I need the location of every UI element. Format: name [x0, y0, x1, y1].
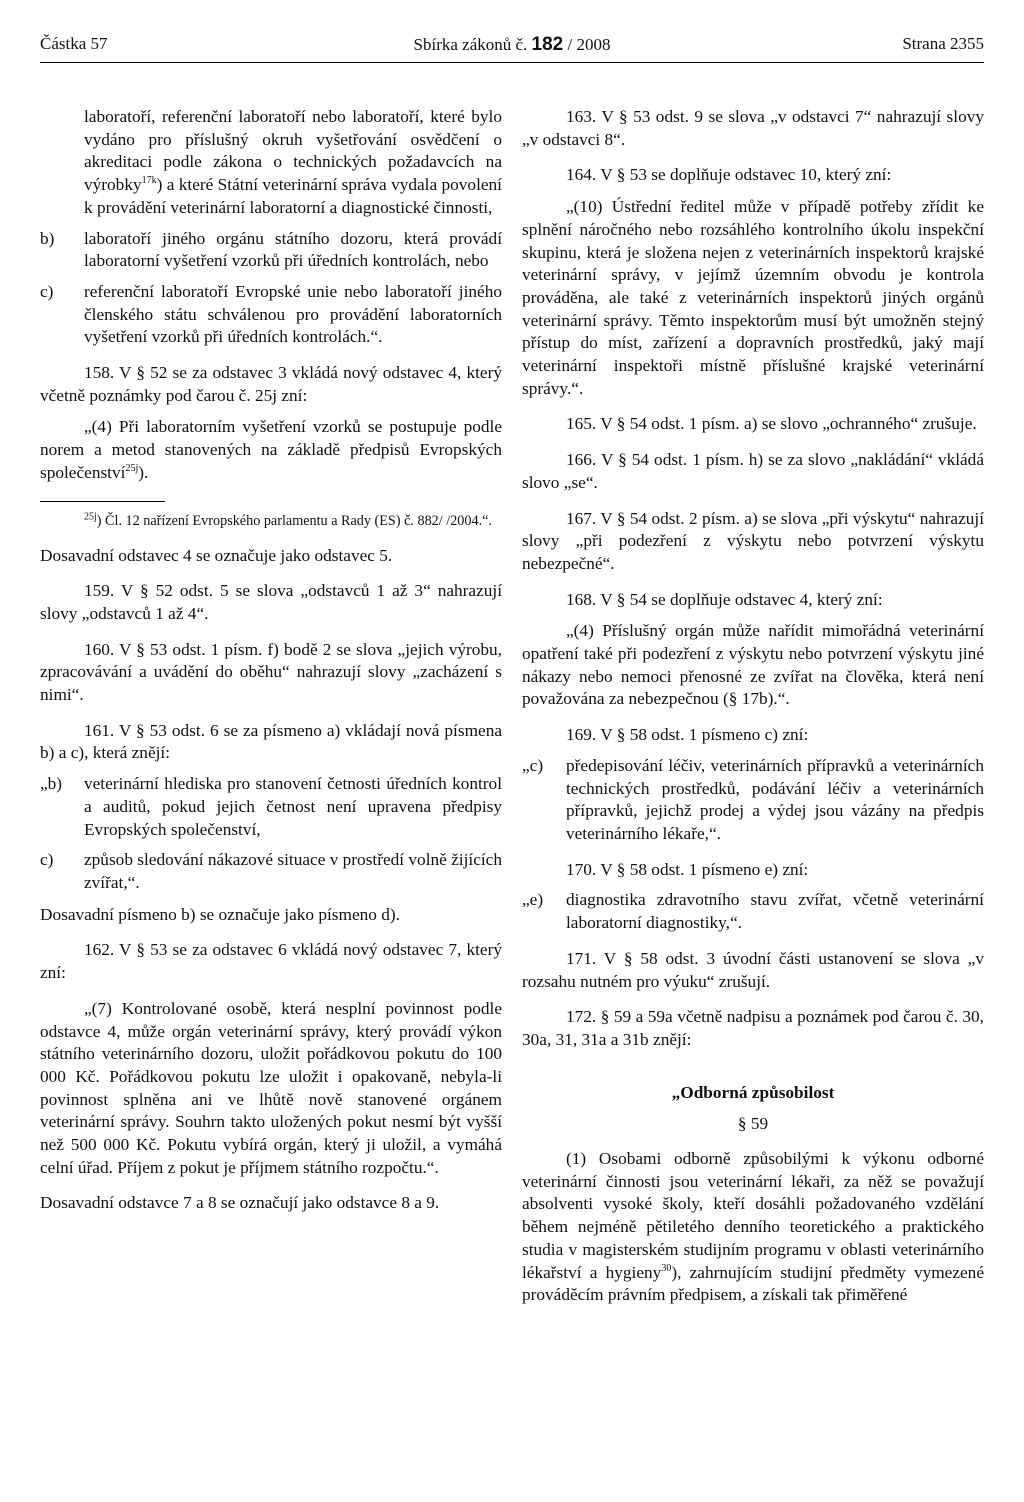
right-column — [522, 106, 984, 1307]
item-label: „b) — [40, 774, 63, 794]
left-column — [40, 106, 502, 1215]
point-163: 163. V § 53 odst. 9 se slova „v odstavci 7“ nahrazují slovy „v odstavci 8“. — [522, 107, 984, 149]
paragraph-dosavadni-b: Dosavadní písmeno b) se označuje jako písmeno d). — [40, 904, 400, 924]
point-160: 160. V § 53 odst. 1 písm. f) bodě 2 se slova „jejich výrobu, zpracovávání a uvádění do oběhu“ nahrazují slovy „zacházení s nimi“. — [40, 639, 502, 705]
paragraph-59-1 — [522, 1148, 984, 1307]
point-158: 158. V § 52 se za odstavec 3 vkládá nový odstavec 4, který včetně poznámky pod čarou č. 25j zní: — [40, 363, 502, 405]
collection-prefix: Sbírka zákonů č. — [413, 35, 528, 54]
point-161: 161. V § 53 odst. 6 se za písmeno a) vkládají nová písmena b) a c), která znějí: — [40, 720, 502, 763]
item-text: diagnostika zdravotního stavu zvířat, včetně veterinární laboratorní diagnostiky,“. — [566, 890, 984, 933]
item-text: předepisování léčiv, veterinárních přípravků a veterinárních technických prostředků, podávání léčiv a veterinárních přípravků, jejichž prodej a výdej jsou vázány na předpis veterinárního lékaře,“. — [566, 755, 984, 843]
list-item-169c — [522, 755, 984, 846]
footnote-ref: 25j — [125, 463, 139, 475]
page-header — [40, 30, 984, 63]
collection-title — [40, 34, 984, 56]
text-span: (1) Osobami odborně způsobilými k výkonu odborné veterinární činnosti jsou veterinární lékaři, za něž se považují absolventi vysoké školy, kteří dosáhli požadovaného vzdělání během nejméně pětiletého denního teoretického a praktického studia v magisterském studijním programu v oblasti veterinárního lékařství a hygieny — [522, 1149, 984, 1282]
law-year: / 2008 — [567, 35, 611, 54]
page-number: Strana 2355 — [902, 34, 984, 53]
point-164: 164. V § 53 se doplňuje odstavec 10, který zní: — [566, 165, 892, 185]
footnote-ref: 17k — [141, 175, 157, 187]
text-span: laboratoří, referenční laboratoří nebo laboratoří, které bylo vydáno pro příslušný okruh vyšetřování osvědčení o akreditaci podle zákona o technických požadavcích na výrobky — [84, 107, 502, 195]
item-label: „e) — [522, 890, 544, 910]
quote-164: „(10) Ústřední ředitel může v případě potřeby zřídit ke splnění náročného nebo rozsáhlého kontrolního úkolu inspekční skupinu, která je složena nejen z veterinárních inspektorů krajské veterinární správy, v jejímž územním obvodu je kontrola prováděna, ale také z veterinárních inspektorů jiných orgánů veterinární správy. Těmto inspektorům musí být umožněn stejný přístup do míst, zařízení a dopravních prostředků, jaký mají veterinární inspektoři místně příslušné krajské veterinární správy.“. — [522, 197, 984, 398]
quote-168: „(4) Příslušný orgán může nařídit mimořádná veterinární opatření také při podezření z výskytu nebo potvrzení výskytu jiné nákazy nebo nemoci přenosné ze zvířat na člověka, která není považována za nebezpečnou (§ 17b).“. — [522, 621, 984, 709]
point-165: 165. V § 54 odst. 1 písm. a) se slovo „ochranného“ zrušuje. — [566, 414, 977, 434]
point-169: 169. V § 58 odst. 1 písmeno c) zní: — [566, 725, 809, 745]
text-span: ) a které Státní veterinární správa vydala povolení k provádění veterinární laboratorní a diagnostické činnosti, — [84, 175, 502, 217]
footnote-divider — [40, 501, 165, 502]
footnote-25j — [40, 512, 502, 531]
item-label: c) — [40, 281, 54, 301]
item-label: „c) — [522, 755, 544, 775]
list-item-161b — [40, 773, 502, 841]
point-171: 171. V § 58 odst. 3 úvodní části ustanovení se slova „v rozsahu nutném pro výuku“ zrušují. — [522, 948, 984, 991]
item-text: způsob sledování nákazové situace v prostředí volně žijících zvířat,“. — [84, 850, 502, 892]
text-span: ) Čl. 12 nařízení Evropského parlamentu a Rady (ES) č. 882/ /2004.“. — [96, 512, 492, 529]
point-167: 167. V § 54 odst. 2 písm. a) se slova „při výskytu“ nahrazují slovy „při podezření z výskytu nebo potvrzení výskytu nebezpečné“. — [522, 508, 984, 573]
section-heading: „Odborná způsobilost — [671, 1082, 835, 1102]
quote-158 — [40, 416, 502, 484]
footnote-ref: 30 — [661, 1262, 672, 1274]
text-span: ). — [138, 462, 149, 482]
text-span: ), zahrnujícím studijní předměty vymezené prováděcím právním předpisem, a získali tak přiměřené — [522, 1262, 984, 1305]
list-item-161c — [40, 849, 502, 894]
list-item-b — [40, 228, 502, 273]
point-168: 168. V § 54 se doplňuje odstavec 4, který zní: — [566, 589, 883, 609]
law-number: 182 — [531, 34, 564, 55]
issue-part: Částka 57 — [40, 34, 108, 53]
item-label: b) — [40, 228, 55, 248]
point-159: 159. V § 52 odst. 5 se slova „odstavců 1 až 3“ nahrazují slovy „odstavců 1 až 4“. — [40, 581, 502, 623]
quote-162: „(7) Kontrolované osobě, která nesplní povinnost podle odstavce 4, může orgán veterinární správy, který provádí výkon státního veterinárního dozoru, uložit pořádkovou pokutu do 100 000 Kč. Pořádkovou pokutu lze uložit i opakovaně, nebyla-li povinnost splněna ani ve lhůtě nově stanovené orgánem veterinární správy. Souhrn takto uložených pokut nesmí být vyšší než 500 000 Kč. Pokutu vybírá orgán, který ji uložil, a vymáhá celní úřad. Příjem z pokut je příjmem státního rozpočtu.“. — [40, 998, 502, 1177]
point-170: 170. V § 58 odst. 1 písmeno e) zní: — [566, 859, 809, 879]
point-172: 172. § 59 a 59a včetně nadpisu a poznámek pod čarou č. 30, 30a, 31, 31a a 31b znějí: — [522, 1007, 984, 1049]
text-span: „(4) Při laboratorním vyšetření vzorků se postupuje podle norem a metod stanovených na základě předpisů Evropských společenství — [40, 417, 502, 482]
item-text: referenční laboratoří Evropské unie nebo laboratoří jiného členského státu schválenou pro provádění laboratorních vyšetření vzorků při úředních kontrolách.“. — [84, 281, 502, 347]
item-label: c) — [40, 850, 54, 870]
footnote-mark: 25j — [84, 510, 97, 522]
item-text: veterinární hlediska pro stanovení četnosti úředních kontrol a auditů, pokud jejich četnost není upravena předpisy Evropských společenství, — [84, 774, 502, 839]
item-text: laboratoří jiného orgánu státního dozoru, která provádí laboratorní vyšetření vzorků při úředních kontrolách, nebo — [84, 228, 502, 271]
point-166: 166. V § 54 odst. 1 písm. h) se za slovo „nakládání“ vkládá slovo „se“. — [522, 450, 984, 492]
list-item-170e — [522, 889, 984, 934]
paragraph-dosavadni-4: Dosavadní odstavec 4 se označuje jako odstavec 5. — [40, 545, 393, 565]
paragraph-dosavadni-7-8: Dosavadní odstavce 7 a 8 se označují jako odstavce 8 a 9. — [40, 1193, 440, 1213]
point-162: 162. V § 53 se za odstavec 6 vkládá nový odstavec 7, který zní: — [40, 940, 502, 983]
continued-paragraph — [40, 106, 502, 220]
section-number: § 59 — [737, 1114, 769, 1134]
list-item-c — [40, 281, 502, 349]
